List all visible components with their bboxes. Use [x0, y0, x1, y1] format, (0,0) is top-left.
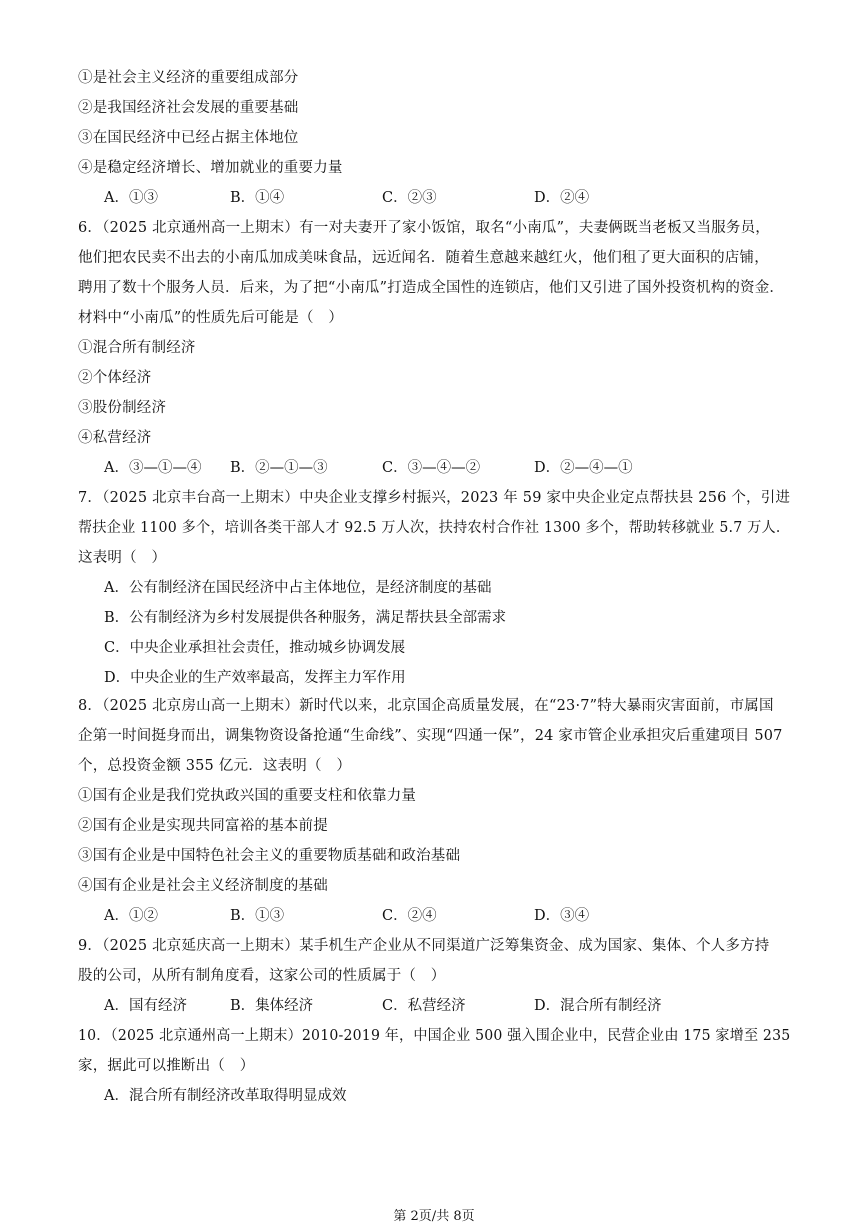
- option-a: A．混合所有制经济改革取得明显成效: [104, 1088, 347, 1104]
- choice-line: ③国有企业是中国特色社会主义的重要物质基础和政治基础: [78, 848, 461, 864]
- option-d: D．中央企业的生产效率最高，发挥主力军作用: [104, 670, 406, 686]
- option-d: D．混合所有制经济: [534, 998, 662, 1014]
- question-6-stem: 他们把农民卖不出去的小南瓜加成美味食品，远近闻名．随着生意越来越红火，他们租了更大面积的店铺，: [78, 250, 769, 266]
- question-8-stem: 企第一时间挺身而出，调集物资设备抢通“生命线”、实现“四通一保”，24 家市管企业承担灾后重建项目 507: [78, 728, 783, 744]
- question-6-stem: 6．（2025 北京通州高一上期末）有一对夫妻开了家小饭馆，取名“小南瓜”，夫妻俩既当老板又当服务员，: [78, 220, 771, 236]
- question-9-stem: 股的公司，从所有制角度看，这家公司的性质属于（ ）: [78, 968, 446, 984]
- choice-line: ②个体经济: [78, 370, 152, 386]
- question-10-stem: 10．（2025 北京通州高一上期末）2010-2019 年，中国企业 500 强入围企业中，民营企业由 175 家增至 235: [78, 1028, 791, 1044]
- option-a: A．③—①—④: [104, 460, 202, 476]
- question-6-stem: 聘用了数十个服务人员．后来，为了把“小南瓜”打造成全国性的连锁店，他们又引进了国外投资机构的资金．: [78, 280, 785, 296]
- option-d: D．③④: [534, 908, 590, 924]
- choice-line: ①国有企业是我们党执政兴国的重要支柱和依靠力量: [78, 788, 417, 804]
- choice-line: ②国有企业是实现共同富裕的基本前提: [78, 818, 328, 834]
- question-7-stem: 7．（2025 北京丰台高一上期末）中央企业支撑乡村振兴，2023 年 59 家中央企业定点帮扶县 256 个，引进: [78, 490, 791, 506]
- question-9-stem: 9．（2025 北京延庆高一上期末）某手机生产企业从不同渠道广泛筹集资金、成为国家、集体、个人多方持: [78, 938, 770, 954]
- option-c: C．中央企业承担社会责任，推动城乡协调发展: [104, 640, 406, 656]
- question-8-stem: 个，总投资金额 355 亿元．这表明（ ）: [78, 758, 352, 774]
- option-b: B．②—①—③: [230, 460, 328, 476]
- choice-line: ③股份制经济: [78, 400, 167, 416]
- option-b: B．①③: [230, 908, 285, 924]
- choice-line: ④是稳定经济增长、增加就业的重要力量: [78, 160, 343, 176]
- choice-line: ④私营经济: [78, 430, 152, 446]
- option-d: D．②④: [534, 190, 590, 206]
- choice-line: ③在国民经济中已经占据主体地位: [78, 130, 299, 146]
- option-a: A．①③: [104, 190, 158, 206]
- choice-line: ①混合所有制经济: [78, 340, 196, 356]
- option-c: C．②③: [382, 190, 437, 206]
- option-c: C．私营经济: [382, 998, 466, 1014]
- page-number: 第 2页/共 8页: [393, 1209, 475, 1224]
- option-a: A．公有制经济在国民经济中占主体地位，是经济制度的基础: [104, 580, 492, 596]
- option-c: C．③—④—②: [382, 460, 481, 476]
- choice-line: ①是社会主义经济的重要组成部分: [78, 70, 299, 86]
- question-8-stem: 8．（2025 北京房山高一上期末）新时代以来，北京国企高质量发展，在“23·7”特大暴雨灾害面前，市属国: [78, 698, 774, 714]
- question-7-stem: 这表明（ ）: [78, 550, 167, 566]
- option-d: D．②—④—①: [534, 460, 633, 476]
- question-6-stem: 材料中“小南瓜”的性质先后可能是（ ）: [78, 310, 344, 326]
- question-7-stem: 帮扶企业 1100 多个，培训各类干部人才 92.5 万人次，扶持农村合作社 1300 多个，帮助转移就业 5.7 万人．: [78, 520, 791, 536]
- option-b: B．公有制经济为乡村发展提供各种服务，满足帮扶县全部需求: [104, 610, 507, 626]
- option-a: A．①②: [104, 908, 158, 924]
- option-b: B．①④: [230, 190, 285, 206]
- question-10-stem: 家，据此可以推断出（ ）: [78, 1058, 255, 1074]
- choice-line: ④国有企业是社会主义经济制度的基础: [78, 878, 328, 894]
- option-c: C．②④: [382, 908, 437, 924]
- option-a: A．国有经济: [104, 998, 187, 1014]
- option-b: B．集体经济: [230, 998, 314, 1014]
- choice-line: ②是我国经济社会发展的重要基础: [78, 100, 299, 116]
